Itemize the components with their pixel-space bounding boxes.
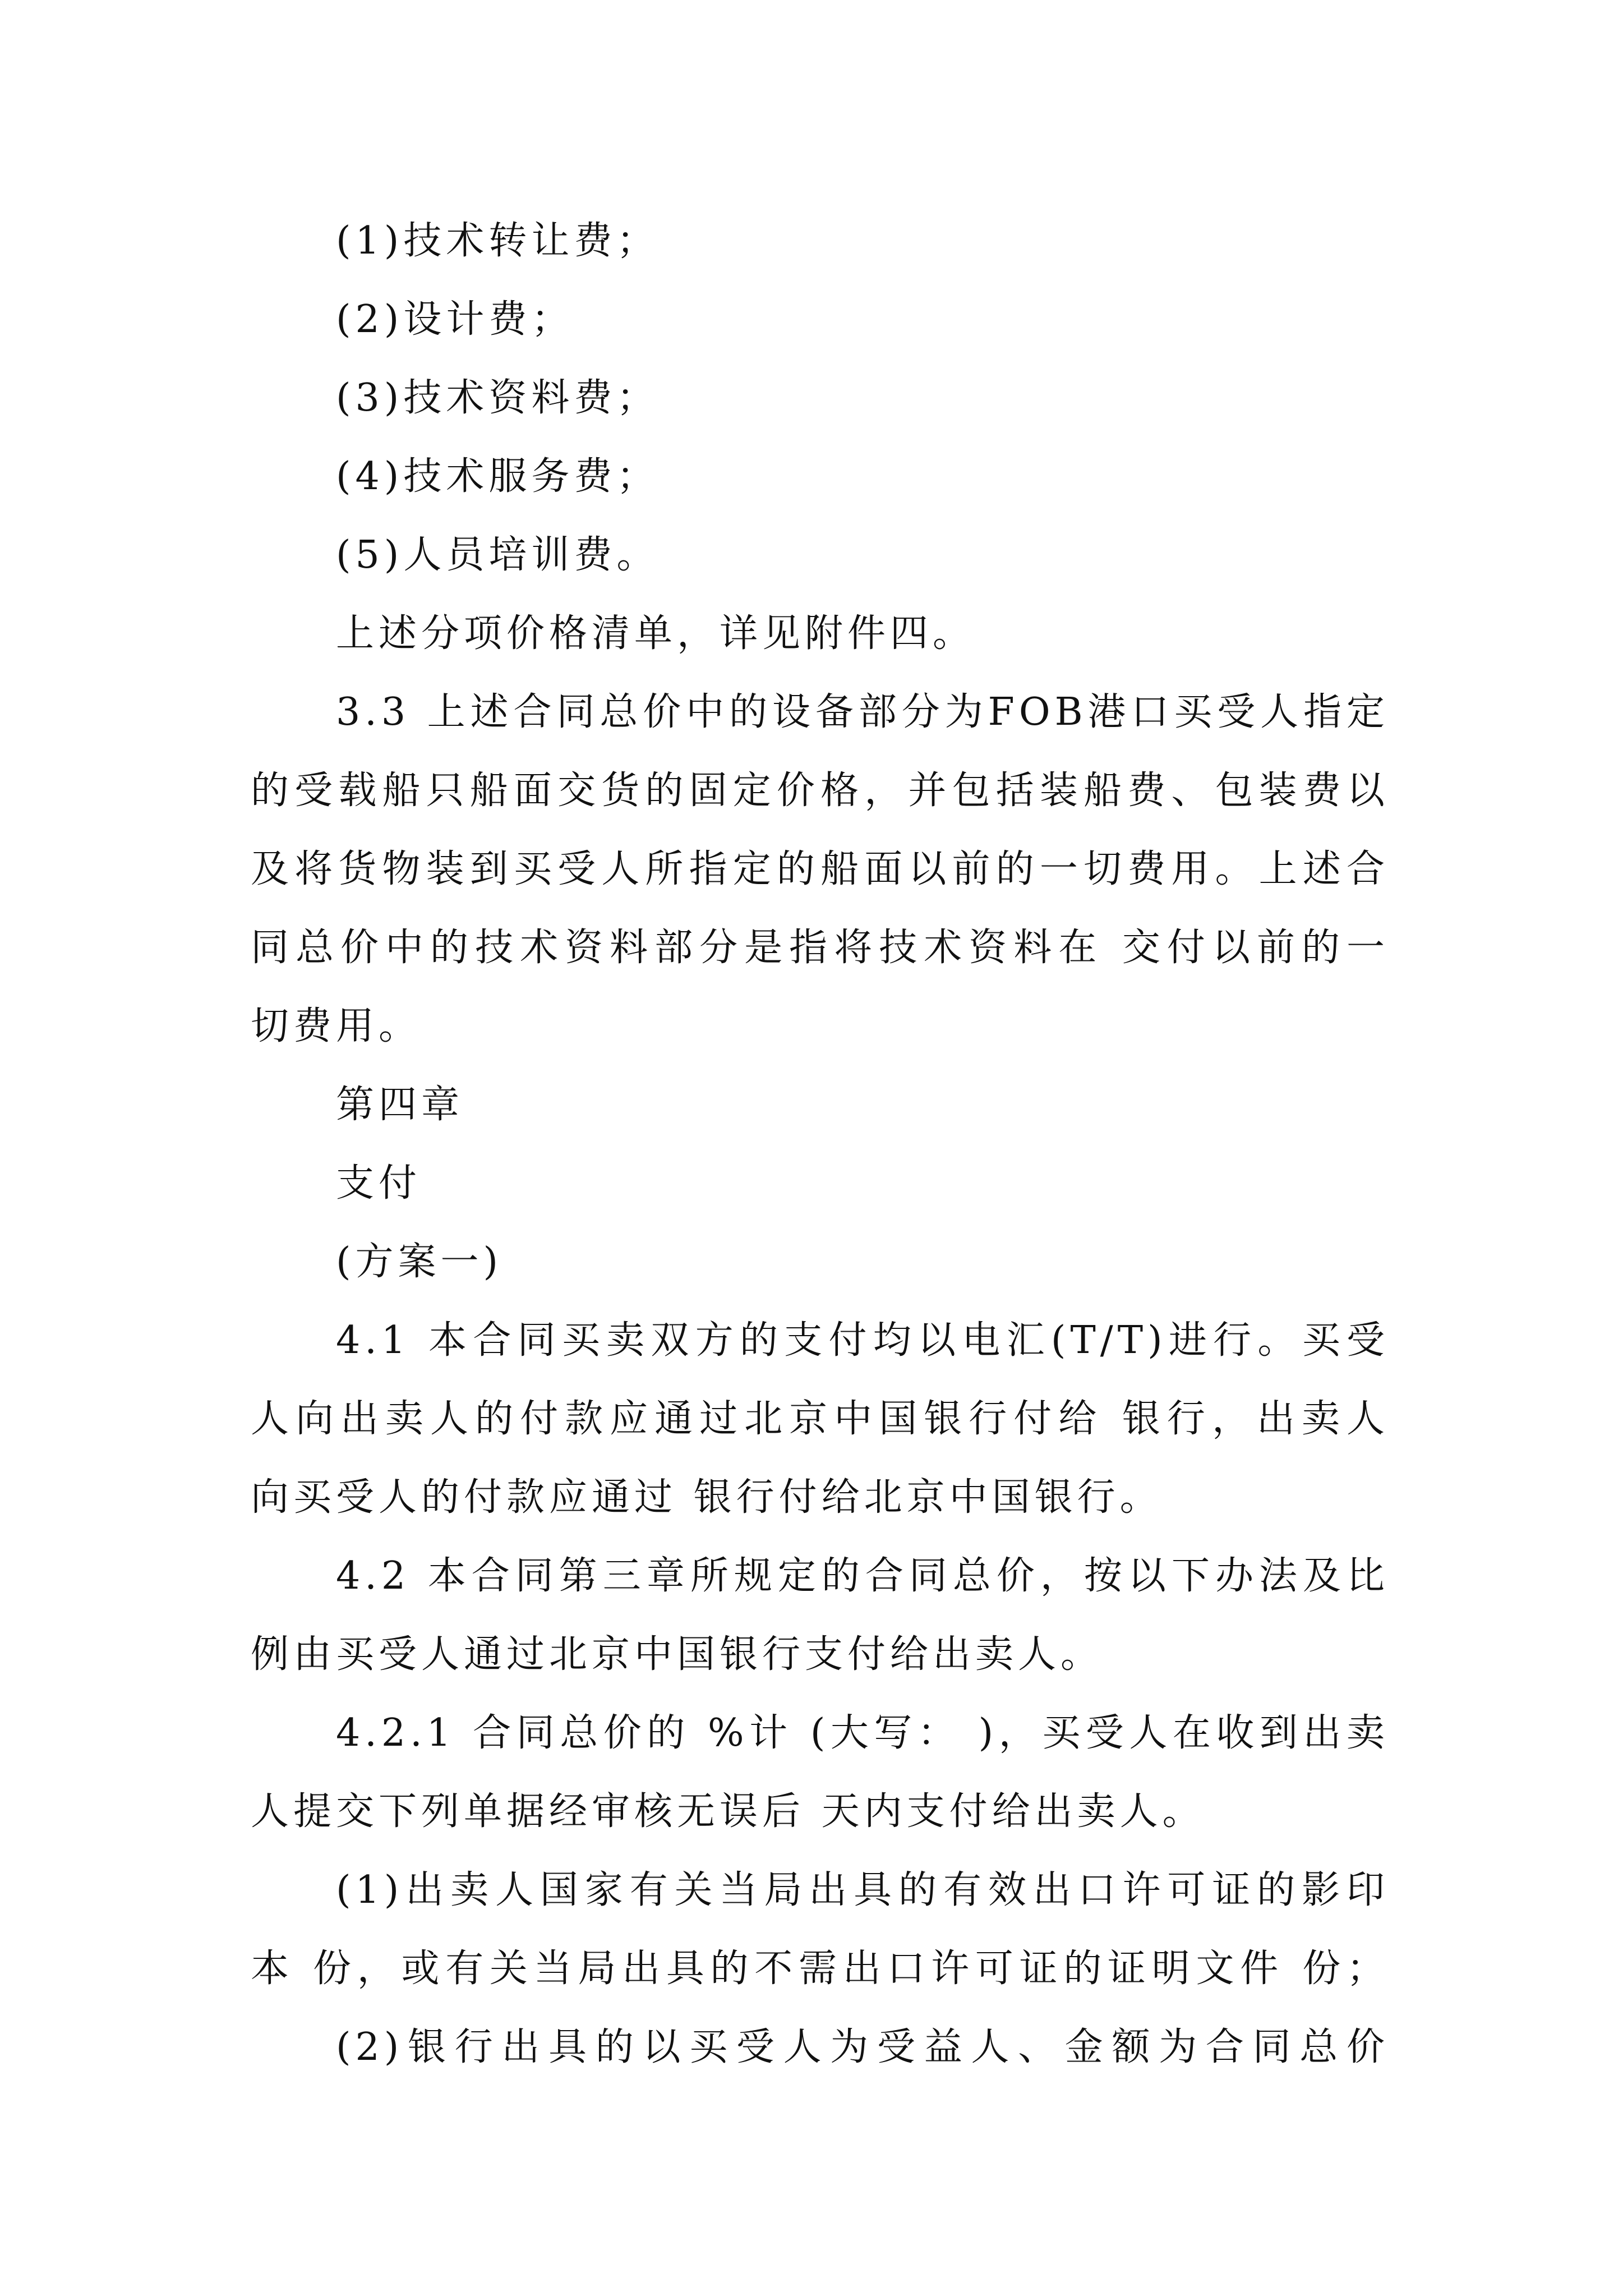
fee-item-4: (4)技术服务费； <box>336 454 660 499</box>
fee-item-3: (3)技术资料费； <box>336 376 660 420</box>
fee-item-1: (1)技术转让费； <box>336 219 660 263</box>
clause-4-1-line-2: 人向出卖人的付款应通过北京中国银行付给 银行，出卖人 <box>251 1397 1389 1441</box>
fee-item-2: (2)设计费； <box>336 297 574 342</box>
clause-4-1-line-3: 向买受人的付款应通过 银行付给北京中国银行。 <box>251 1475 1163 1520</box>
clause-4-2-1-line-2: 人提交下列单据经审核无误后 天内支付给出卖人。 <box>251 1789 1205 1834</box>
clause-3-3-line-4: 同总价中的技术资料部分是指将技术资料在 交付以前的一 <box>251 926 1389 970</box>
clause-4-2-1-line-1: 4.2.1 合同总价的 %计 (大写： )，买受人在收到出卖 <box>336 1711 1389 1755</box>
clause-4-1-line-1: 4.1 本合同买卖双方的支付均以电汇(T/T)进行。买受 <box>336 1318 1389 1363</box>
chapter-title: 支付 <box>336 1161 422 1205</box>
document-item-2-line-1: (2)银行出具的以买受人为受益人、金额为合同总价 <box>336 2025 1389 2069</box>
contract-text <box>251 202 1389 2087</box>
clause-3-3-line-2: 的受载船只船面交货的固定价格，并包括装船费、包装费以 <box>251 769 1389 813</box>
clause-3-3-line-5: 切费用。 <box>251 1004 422 1048</box>
clause-4-2-line-2: 例由买受人通过北京中国银行支付给出卖人。 <box>251 1632 1104 1677</box>
document-item-1-line-2: 本 份，或有关当局出具的不需出口许可证的证明文件 份； <box>251 1947 1389 1991</box>
option-label: (方案一) <box>336 1240 503 1284</box>
fee-item-5: (5)人员培训费。 <box>336 533 660 577</box>
clause-3-3-line-3: 及将货物装到买受人所指定的船面以前的一切费用。上述合 <box>251 847 1389 891</box>
clause-4-2-line-1: 4.2 本合同第三章所规定的合同总价，按以下办法及比 <box>336 1554 1389 1598</box>
clause-3-3-line-1: 3.3 上述合同总价中的设备部分为FOB港口买受人指定 <box>336 690 1389 734</box>
chapter-number: 第四章 <box>336 1083 464 1127</box>
price-list-note: 上述分项价格清单，详见附件四。 <box>336 611 976 656</box>
document-item-1-line-1: (1)出卖人国家有关当局出具的有效出口许可证的影印 <box>336 1868 1389 1912</box>
